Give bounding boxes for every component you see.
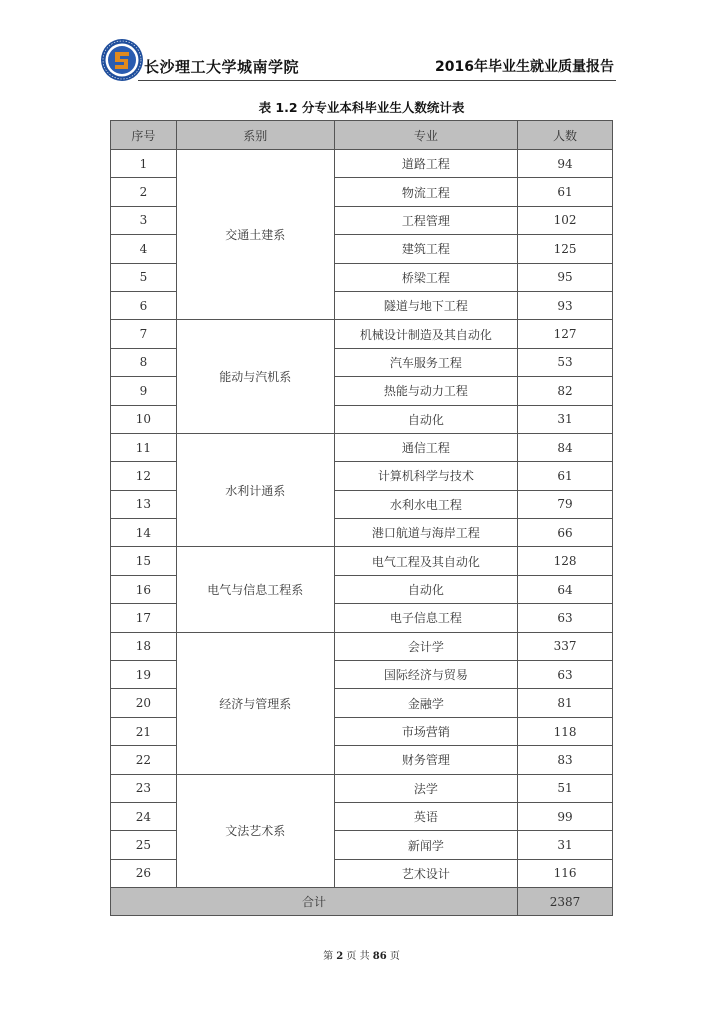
- header-divider: [138, 80, 616, 81]
- row-number: 25: [111, 831, 177, 859]
- major-cell: 汽车服务工程: [334, 348, 518, 376]
- major-cell: 自动化: [334, 405, 518, 433]
- row-number: 15: [111, 547, 177, 575]
- count-cell: 127: [518, 320, 613, 348]
- count-cell: 61: [518, 178, 613, 206]
- footer-prefix: 第: [323, 951, 334, 962]
- row-number: 14: [111, 519, 177, 547]
- row-number: 17: [111, 604, 177, 632]
- total-row: [111, 888, 613, 916]
- major-cell: 国际经济与贸易: [334, 661, 518, 689]
- major-cell: 计算机科学与技术: [334, 462, 518, 490]
- major-cell: 物流工程: [334, 178, 518, 206]
- graduates-by-major-table: [110, 120, 613, 916]
- major-cell: 热能与动力工程: [334, 377, 518, 405]
- row-number: 12: [111, 462, 177, 490]
- count-cell: 66: [518, 519, 613, 547]
- major-cell: 新闻学: [334, 831, 518, 859]
- header-department: 系别: [176, 121, 334, 150]
- count-cell: 64: [518, 575, 613, 603]
- row-number: 13: [111, 490, 177, 518]
- count-cell: 102: [518, 206, 613, 234]
- table-row: [111, 632, 613, 660]
- row-number: 23: [111, 774, 177, 802]
- count-cell: 84: [518, 433, 613, 461]
- count-cell: 63: [518, 661, 613, 689]
- department-cell: 经济与管理系: [176, 632, 334, 774]
- major-cell: 水利水电工程: [334, 490, 518, 518]
- major-cell: 英语: [334, 802, 518, 830]
- major-cell: 工程管理: [334, 206, 518, 234]
- row-number: 22: [111, 746, 177, 774]
- major-cell: 隧道与地下工程: [334, 291, 518, 319]
- row-number: 19: [111, 661, 177, 689]
- major-cell: 自动化: [334, 575, 518, 603]
- count-cell: 125: [518, 235, 613, 263]
- count-cell: 337: [518, 632, 613, 660]
- school-name: 长沙理工大学城南学院: [144, 58, 300, 76]
- count-cell: 79: [518, 490, 613, 518]
- count-cell: 83: [518, 746, 613, 774]
- count-cell: 81: [518, 689, 613, 717]
- footer-suffix: 页: [389, 951, 400, 962]
- count-cell: 95: [518, 263, 613, 291]
- department-cell: 文法艺术系: [176, 774, 334, 888]
- department-cell: 交通土建系: [176, 150, 334, 320]
- count-cell: 93: [518, 291, 613, 319]
- row-number: 1: [111, 150, 177, 178]
- count-cell: 61: [518, 462, 613, 490]
- total-value: 2387: [518, 888, 613, 916]
- row-number: 24: [111, 802, 177, 830]
- major-cell: 道路工程: [334, 150, 518, 178]
- total-label: 合计: [111, 888, 518, 916]
- row-number: 21: [111, 717, 177, 745]
- footer-page-number: 2: [336, 951, 344, 962]
- major-cell: 法学: [334, 774, 518, 802]
- table-row: [111, 320, 613, 348]
- table-header-row: [111, 121, 613, 150]
- table-body: [111, 150, 613, 916]
- major-cell: 港口航道与海岸工程: [334, 519, 518, 547]
- major-cell: 桥梁工程: [334, 263, 518, 291]
- count-cell: 118: [518, 717, 613, 745]
- row-number: 9: [111, 377, 177, 405]
- header-no: 序号: [111, 121, 177, 150]
- row-number: 7: [111, 320, 177, 348]
- row-number: 8: [111, 348, 177, 376]
- count-cell: 31: [518, 831, 613, 859]
- row-number: 4: [111, 235, 177, 263]
- department-cell: 能动与汽机系: [176, 320, 334, 434]
- count-cell: 99: [518, 802, 613, 830]
- count-cell: 116: [518, 859, 613, 887]
- count-cell: 63: [518, 604, 613, 632]
- count-cell: 128: [518, 547, 613, 575]
- major-cell: 金融学: [334, 689, 518, 717]
- row-number: 16: [111, 575, 177, 603]
- row-number: 6: [111, 291, 177, 319]
- major-cell: 建筑工程: [334, 235, 518, 263]
- department-cell: 水利计通系: [176, 433, 334, 547]
- school-logo-icon: [100, 38, 144, 82]
- table-row: [111, 774, 613, 802]
- count-cell: 51: [518, 774, 613, 802]
- major-cell: 电气工程及其自动化: [334, 547, 518, 575]
- table-row: [111, 433, 613, 461]
- major-cell: 机械设计制造及其自动化: [334, 320, 518, 348]
- major-cell: 艺术设计: [334, 859, 518, 887]
- major-cell: 市场营销: [334, 717, 518, 745]
- major-cell: 通信工程: [334, 433, 518, 461]
- row-number: 20: [111, 689, 177, 717]
- count-cell: 53: [518, 348, 613, 376]
- major-cell: 会计学: [334, 632, 518, 660]
- major-cell: 电子信息工程: [334, 604, 518, 632]
- count-cell: 94: [518, 150, 613, 178]
- footer-total-pages: 86: [372, 951, 387, 962]
- header-major: 专业: [334, 121, 518, 150]
- row-number: 10: [111, 405, 177, 433]
- table-caption: 表 1.2 分专业本科毕业生人数统计表: [258, 100, 465, 115]
- row-number: 2: [111, 178, 177, 206]
- table-row: [111, 150, 613, 178]
- report-title: 2016年毕业生就业质量报告: [435, 59, 614, 75]
- table-row: [111, 547, 613, 575]
- row-number: 3: [111, 206, 177, 234]
- footer-middle: 页 共: [346, 951, 370, 962]
- header-count: 人数: [518, 121, 613, 150]
- row-number: 5: [111, 263, 177, 291]
- page-header: [100, 38, 616, 84]
- department-cell: 电气与信息工程系: [176, 547, 334, 632]
- row-number: 18: [111, 632, 177, 660]
- count-cell: 82: [518, 377, 613, 405]
- count-cell: 31: [518, 405, 613, 433]
- page-footer: [0, 947, 723, 962]
- row-number: 11: [111, 433, 177, 461]
- major-cell: 财务管理: [334, 746, 518, 774]
- row-number: 26: [111, 859, 177, 887]
